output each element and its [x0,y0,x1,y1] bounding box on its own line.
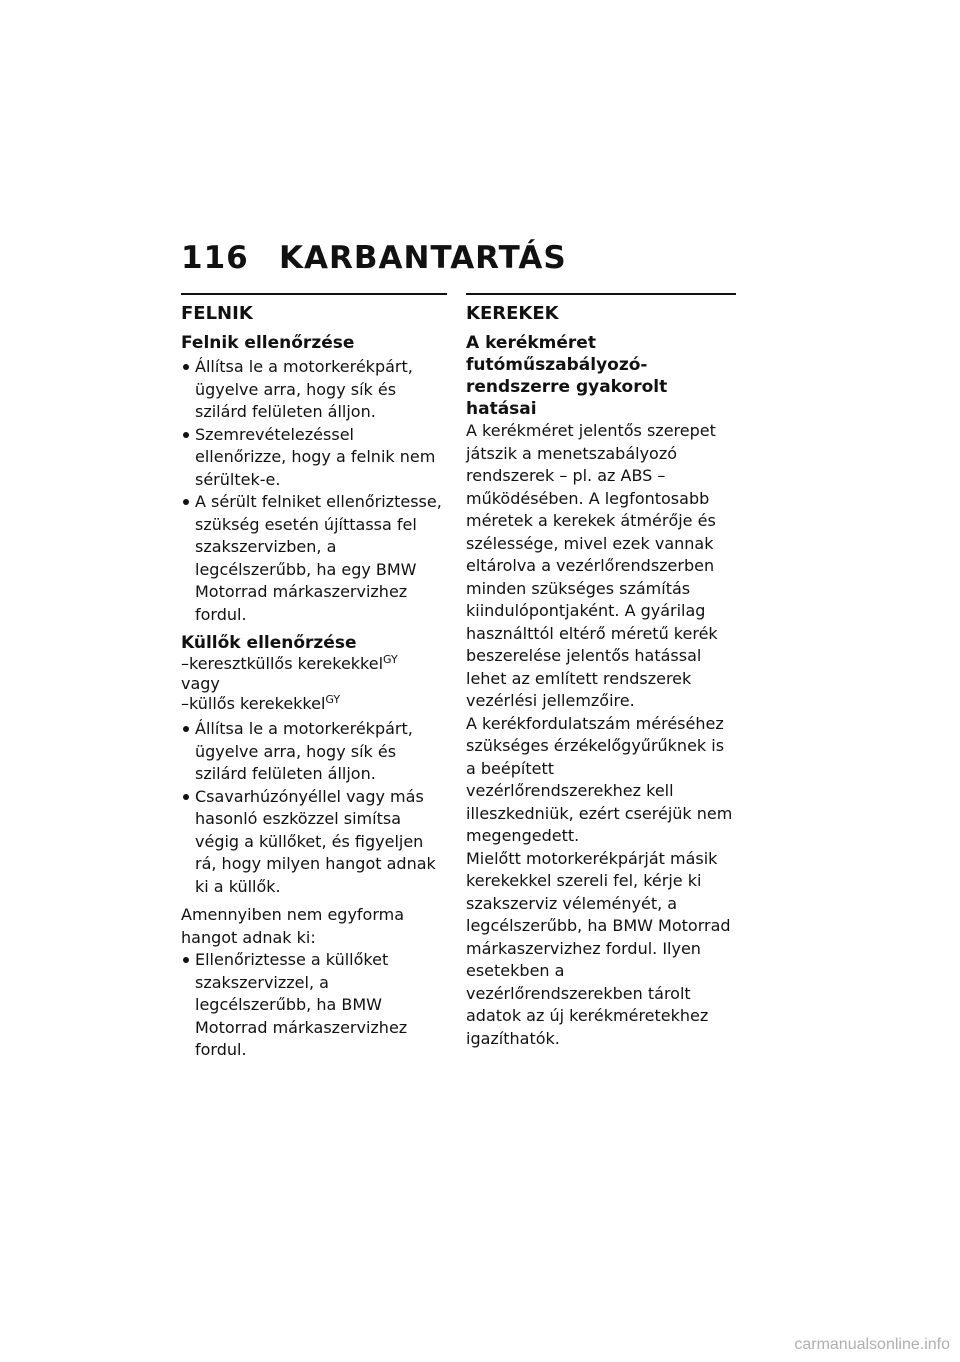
section-title-kerekek: KEREKEK [466,303,559,324]
list-item: Állítsa le a motorkerékpárt, ügyelve arra, hogy sík és szilárd felületen álljon. [181,356,449,424]
section-rule [466,293,736,295]
list-item: Szemrevételezéssel ellenőrizze, hogy a felnik nem sérültek-e. [181,424,449,492]
condition-text: –küllős kerekekkel [181,694,326,713]
section-rule [181,293,447,295]
paragraph: A kerékfordulatszám méréséhez szükséges érzékelőgyűrűknek is a beépített vezérlőrendszerekhez kell illeszkedniük, ezért cseréjük nem megengedett. [466,713,733,845]
page-header [181,240,567,276]
subsection-title-felnik-check: Felnik ellenőrzése [181,333,355,353]
condition-line [181,694,449,714]
right-column [466,293,734,1050]
paragraph: Mielőtt motorkerékpárját másik kerekekkel szereli fel, kérje ki szakszerviz véleményét, a legcélszerűbb, ha BMW Motorrad márkaszervizhez fordul. Ilyen esetekben a vezérlőrendszerekben tárolt adatok az új kerékméretekhez igazíthatók. [466,848,731,1048]
subsection-title-wheel-size: A kerékméret futóműszabályozó-rendszerre gyakorolt hatásai [466,333,668,419]
spoke-check-list [181,718,449,898]
list-item: Ellenőriztesse a küllőket szakszervizzel, a legcélszerűbb, ha BMW Motorrad márkaszervizhez fordul. [181,949,449,1062]
left-column [181,293,449,1068]
country-code: GY [325,693,341,706]
condition-text: –keresztküllős kerekekkel [181,654,384,673]
paragraph: A kerékméret jelentős szerepet játszik a menetszabályozó rendszerek – pl. az ABS – működésében. A legfontosabb méretek a kerekek átmérője és szélessége, mivel ezek vannak eltárolva a vezérlőrendszerben minden szükséges számítás kiindulópontjaként. A gyárilag használttól eltérő méretű kerék beszerelése jelentős hatással lehet az említett rendszerek vezérlési jellemzőire. [466,421,718,710]
chapter-title: KARBANTARTÁS [279,240,567,276]
condition-or: vagy [181,674,220,693]
felnik-check-list [181,356,449,626]
list-item: A sérült felniket ellenőriztesse, szükség esetén újíttassa fel szakszervizben, a legcélszerűbb, ha egy BMW Motorrad márkaszervizhez fordul. [181,491,449,626]
subsection-title-spoke-check: Küllők ellenőrzése [181,633,357,653]
spoke-note: Amennyiben nem egyforma hangot adnak ki: [181,905,405,947]
list-item: Állítsa le a motorkerékpárt, ügyelve arra, hogy sík és szilárd felületen álljon. [181,718,449,786]
section-title-felnik: FELNIK [181,303,253,324]
condition-line [181,654,449,674]
page-number: 116 [181,240,249,276]
country-code: GY [383,653,398,666]
watermark: carmanualsonline.info [794,1336,950,1353]
spoke-action-list [181,949,449,1062]
list-item: Csavarhúzónyéllel vagy más hasonló eszközzel simítsa végig a küllőket, és figyeljen rá, hogy milyen hangot adnak ki a küllők. [181,786,449,899]
